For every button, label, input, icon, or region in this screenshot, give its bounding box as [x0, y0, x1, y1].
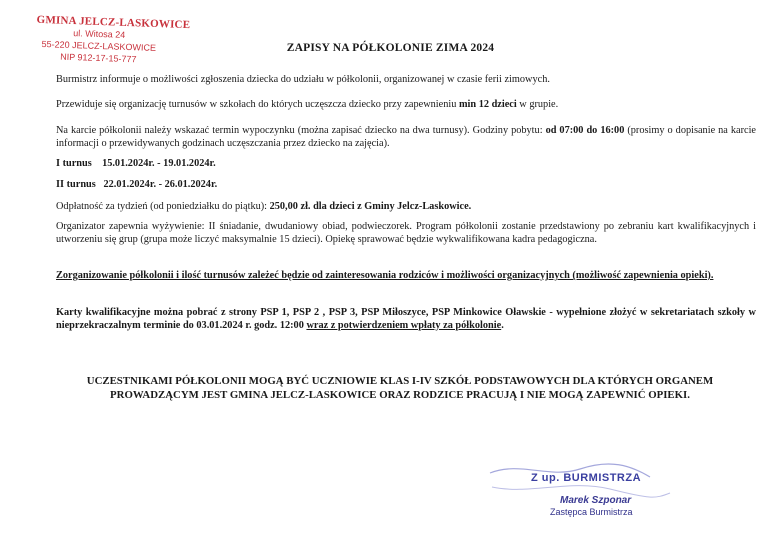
turnus-2: II turnus 22.01.2024r. - 26.01.2024r.: [56, 179, 218, 190]
municipal-stamp: [35, 13, 191, 66]
paragraph-groups-end: w grupie.: [516, 99, 559, 110]
paragraph-registration-end: .: [501, 319, 504, 331]
paragraph-intro: Burmistrz informuje o możliwości zgłoszenia dziecka do udziału w półkolonii, organizowanej w czasie ferii zimowych.: [56, 74, 550, 85]
stamp-line-name: GMINA JELCZ-LASKOWICE: [36, 13, 191, 32]
signature-position: Zastępca Burmistrza: [550, 507, 633, 517]
signature-name: Marek Szponar: [560, 495, 632, 506]
paragraph-groups: [56, 99, 756, 112]
paragraph-eligibility: UCZESTNIKAMI PÓŁKOLONII MOGĄ BYĆ UCZNIOWIE KLAS I-IV SZKÓŁ PODSTAWOWYCH DLA KTÓRYCH ORGANEM PROWADZĄCYM JEST GMINA JELCZ-LASKOWICE ORAZ RODZICE PRACUJĄ I NIE MOGĄ ZAPEWNIĆ OPIEKI.: [86, 375, 714, 401]
paragraph-hours: [56, 125, 756, 151]
stamp-line-street: ul. Witosa 24: [73, 28, 126, 40]
paragraph-fee-amount: 250,00 zł. dla dzieci z Gminy Jelcz-Laskowice.: [269, 201, 472, 212]
turnus-1: I turnus 15.01.2024r. - 19.01.2024r.: [56, 158, 216, 169]
paragraph-hours-time: od 07:00 do 16:00: [545, 125, 625, 136]
stamp-line-city: 55-220 JELCZ-LASKOWICE: [41, 39, 157, 53]
paragraph-fee-text: Odpłatność za tydzień (od poniedziałku do piątku):: [56, 201, 270, 212]
stamp-line-nip: NIP 912-17-15-777: [60, 51, 137, 65]
paragraph-registration-text: Karty kwalifikacyjne można pobrać z strony PSP 1, PSP 2 , PSP 3, PSP Miłoszyce, PSP Minkowice Oławskie - wypełnione złożyć w sekretariatach szkoły w nieprzekraczalnym terminie do 03.01.2024 r. godz. 12:00: [56, 307, 756, 331]
paragraph-hours-text: Na karcie półkolonii należy wskazać termin wypoczynku (można zapisać dziecko na dwa turnusy). Godziny pobytu:: [56, 125, 546, 136]
paragraph-groups-text: Przewiduje się organizację turnusów w szkołach do których uczęszcza dziecko przy zapewnieniu: [56, 99, 459, 110]
paragraph-groups-min: min 12 dzieci: [458, 99, 517, 110]
paragraph-hours-end: (prosimy o dopisanie na karcie informacji o przewidywanych godzinach uczęszczania przez dziecko na zajęcia).: [56, 125, 756, 149]
paragraph-organization: Zorganizowanie półkolonii i ilość turnusów zależeć będzie od zainteresowania rodziców i możliwości organizacyjnych (możliwość zapewnienia opieki).: [56, 270, 714, 281]
document-title: ZAPISY NA PÓŁKOLONIE ZIMA 2024: [286, 42, 495, 54]
paragraph-registration: [56, 307, 756, 333]
paragraph-registration-payment: wraz z potwierdzeniem wpłaty za półkolonie: [306, 319, 502, 331]
signature-authority: Z up. BURMISTRZA: [531, 472, 642, 484]
paragraph-fee: [56, 201, 756, 214]
paragraph-meals: Organizator zapewnia wyżywienie: II śniadanie, dwudaniowy obiad, podwieczorek. Program półkolonii zostanie przedstawiony po zebraniu kart kwalifikacyjnych i utworzeniu się grup (grupa może liczyć maksymalnie 15 dzieci). Opiekę sprawować będzie wykwalifikowana kadra pedagogiczna.: [56, 221, 756, 245]
